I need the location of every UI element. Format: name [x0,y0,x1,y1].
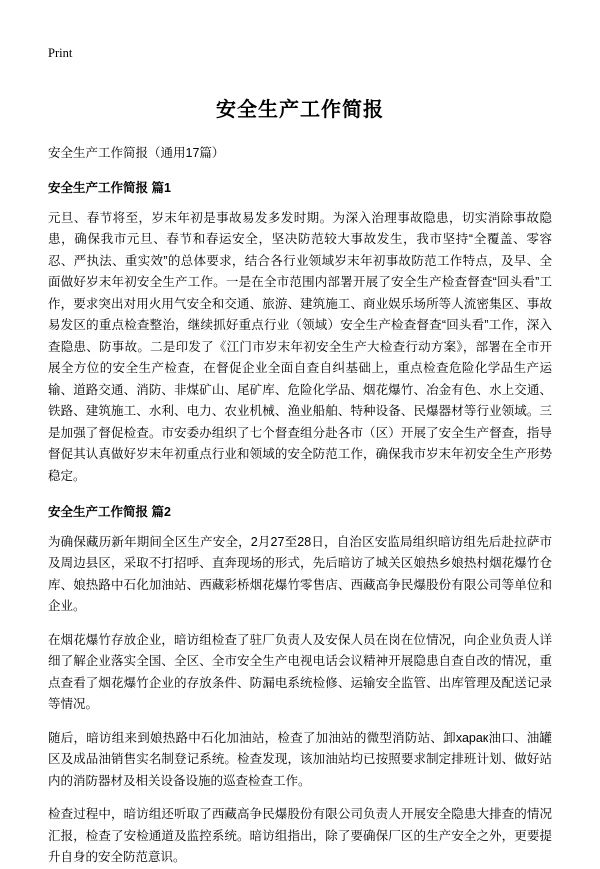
section-2-paragraph-1: 为确保藏历新年期间全区生产安全，2月27至28日，自治区安监局组织暗访组先后赴拉萨市及周边县区，采取不打招呼、直奔现场的形式，先后暗访了城关区娘热乡娘热村烟花爆竹仓库、娘热路中石化加油站、西藏彩桥烟花爆竹零售店、西藏高争民爆股份有限公司等单位和企业。 [48,534,552,614]
section-2-paragraph-2: 在烟花爆竹存放企业，暗访组检查了驻厂负责人及安保人员在岗在位情况，向企业负责人详细了解企业落实全国、全区、全市安全生产电视电话会议精神开展隐患自查自改的情况，重点查看了烟花爆竹企业的存放条件、防漏电系统检修、运输安全监管、出库管理及配送记录等情况。 [48,632,552,712]
document-subtitle: 安全生产工作简报（通用17篇） [48,146,225,160]
section-1-paragraph-1: 元旦、春节将至，岁末年初是事故易发多发时期。为深入治理事故隐患，切实消除事故隐患，确保我市元旦、春节和春运安全，坚决防范较大事故发生，我市坚持“全覆盖、零容忍、严执法、重实效”的总体要求，结合各行业领域岁末年初事故防范工作特点，及早、全面做好岁末年初安全生产工作。一是在全市范围内部署开展了安全生产检查督查“回头看”工作，要求突出对用火用气安全和交通、旅游、建筑施工、商业娱乐场所等人流密集区、事故易发区的重点检查整治，继续抓好重点行业（领域）安全生产检查督查“回头看”工作，深入查隐患、防事故。二是印发了《江门市岁末年初安全生产大检查行动方案》，部署在全市开展全方位的安全生产检查，在督促企业全面自查自纠基础上，重点检查危险化学品生产运输、道路交通、消防、非煤矿山、尾矿库、危险化学品、烟花爆竹、冶金有色、水上交通、铁路、建筑施工、水利、电力、农业机械、渔业船舶、特种设备、民爆器材等行业领域。三是加强了督促检查。市安委办组织了七个督查组分赴各市（区）开展了安全生产督查，指导督促其认真做好岁末年初重点行业和领域的安全防范工作，确保我市岁末年初安全生产形势稳定。 [48,210,552,483]
section-heading-1: 安全生产工作简报 篇1 [48,180,171,195]
page-title: 安全生产工作简报 [216,99,384,121]
section-2-paragraph-4: 检查过程中，暗访组还听取了西藏高争民爆股份有限公司负责人开展安全隐患大排查的情况汇报，检查了安检通道及监控系统。暗访组指出，除了要确保厂区的生产安全之外，更要提升自身的安全防范意识。 [48,807,552,865]
section-2-paragraph-3: 随后，暗访组来到娘热路中石化加油站，检查了加油站的微型消防站、卸харак油口、油罐区及成品油销售实名制登记系统。检查发现，该加油站均已按照要求制定排班计划、做好站内的消防器材及相关设备设施的巡查检查工作。 [48,730,552,788]
print-button[interactable]: Print [48,46,73,60]
section-heading-2: 安全生产工作简报 篇2 [48,505,171,519]
